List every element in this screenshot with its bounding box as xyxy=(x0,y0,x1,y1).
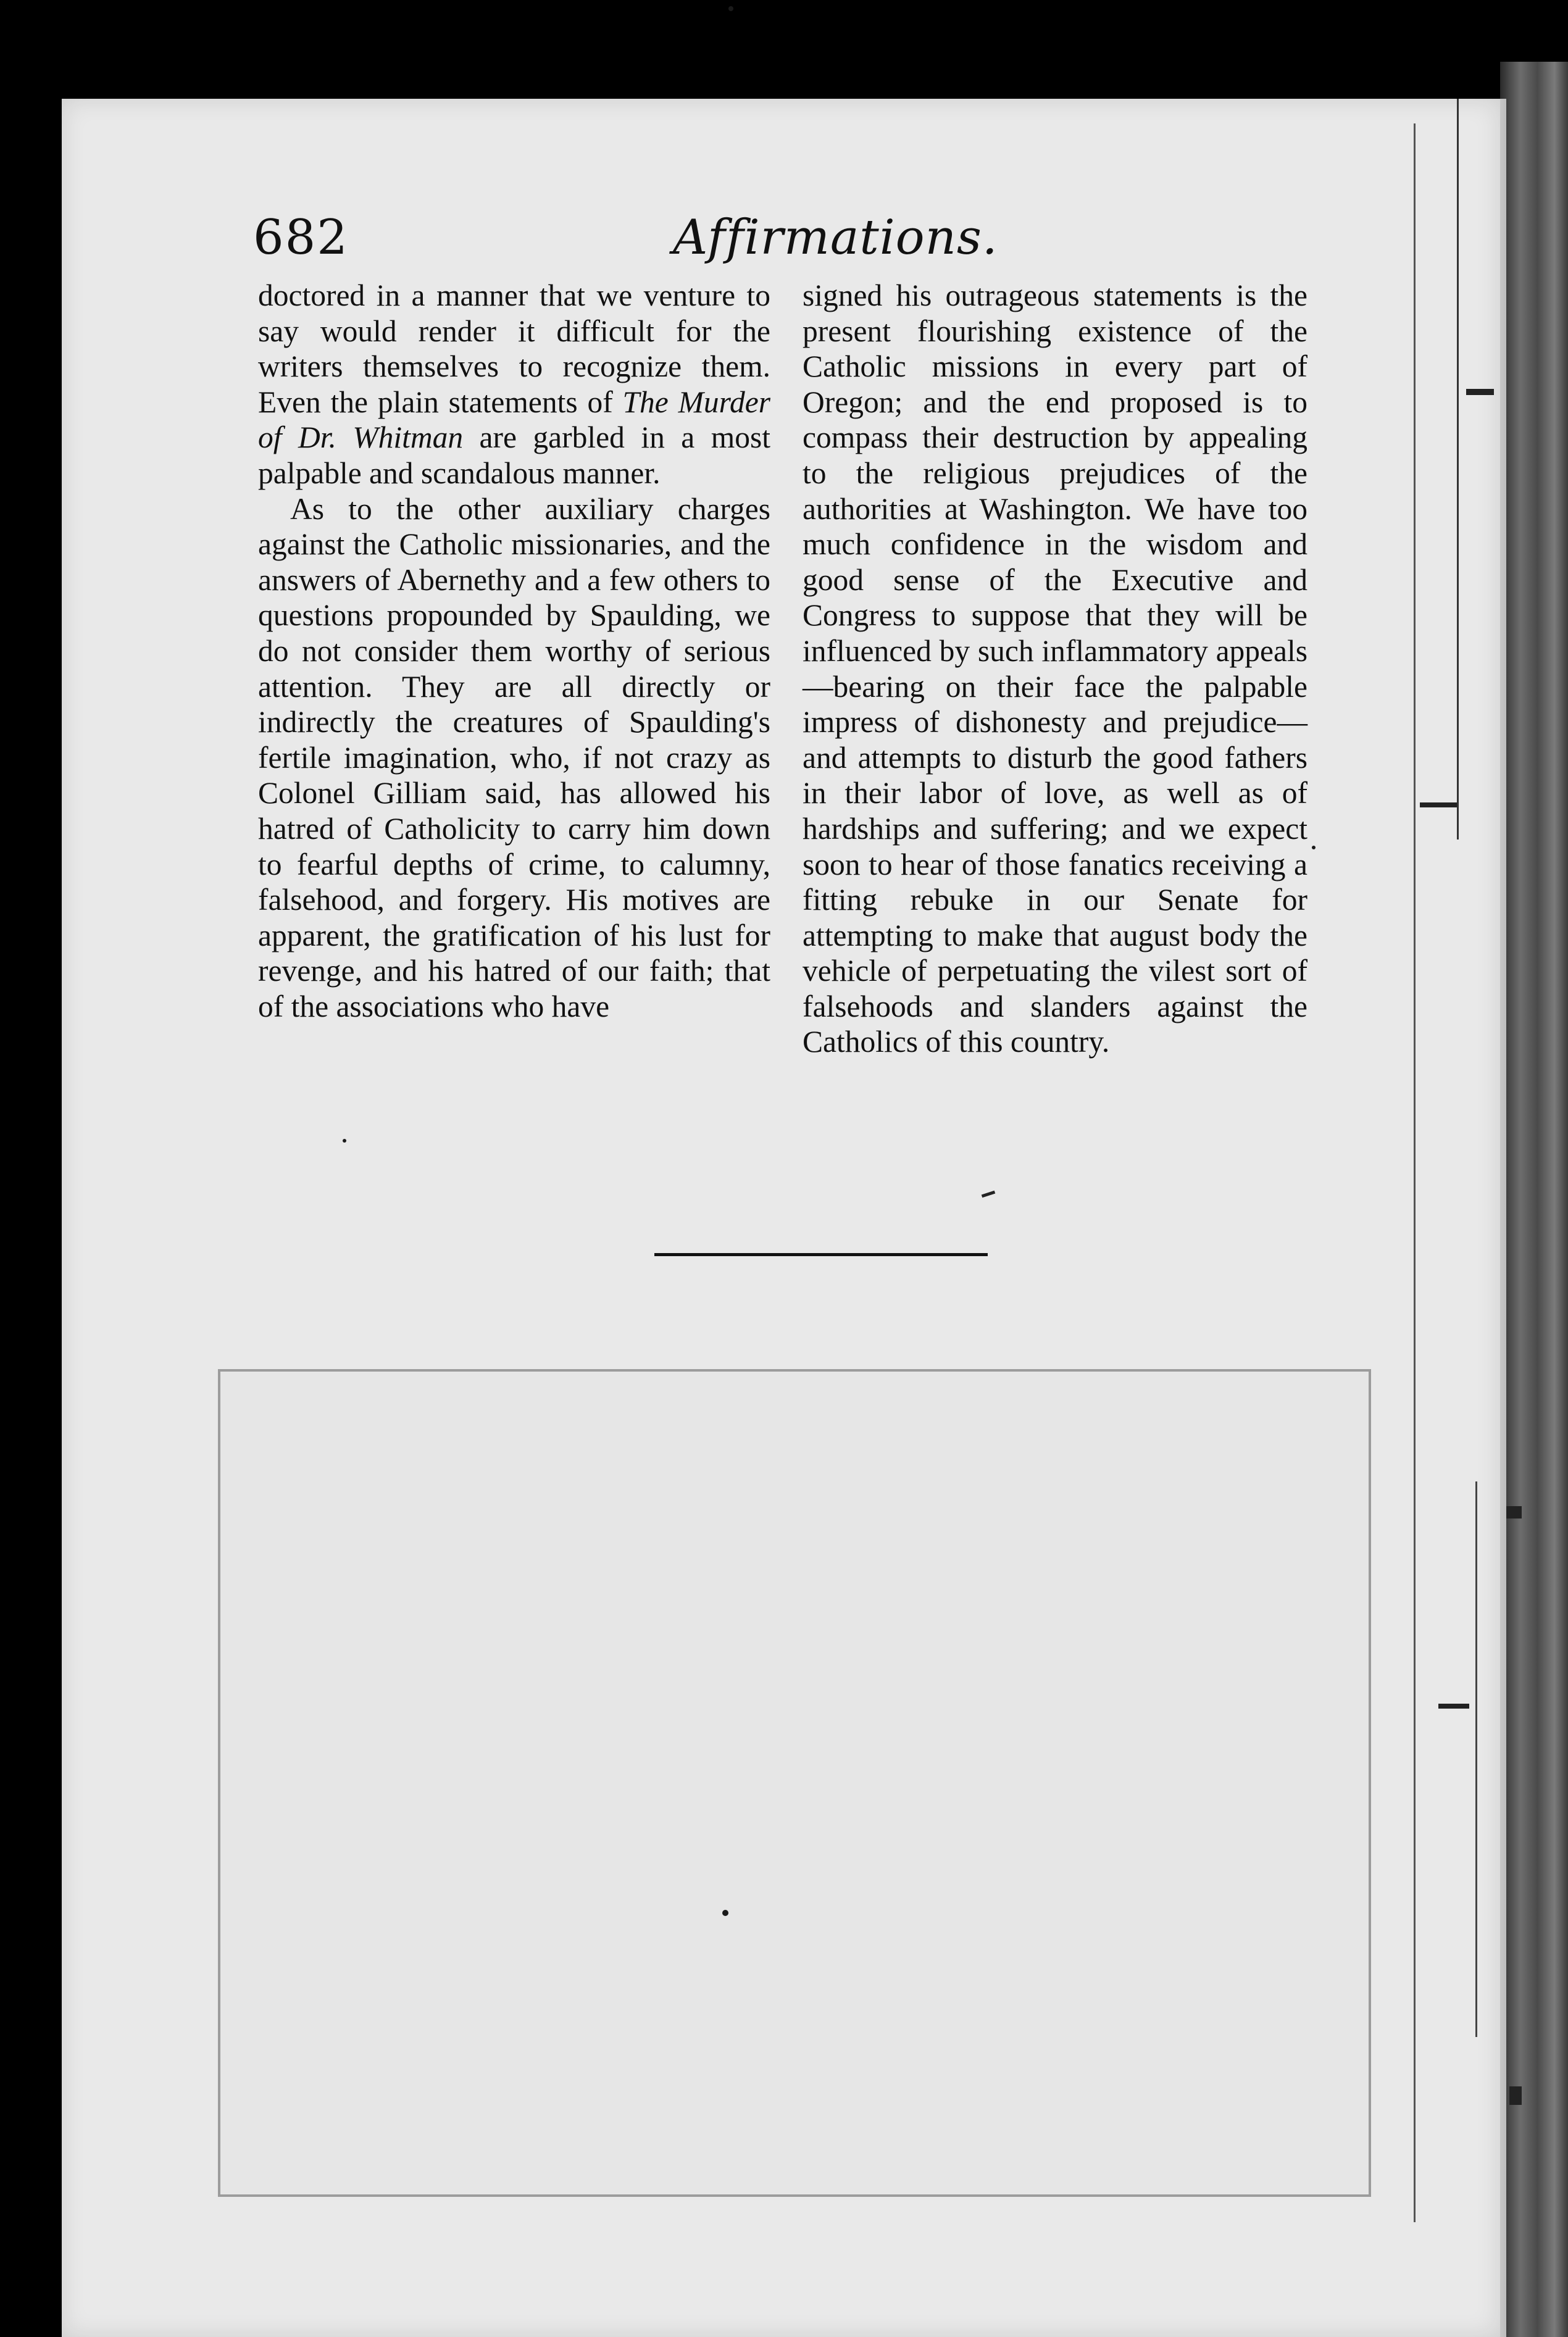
book-title: The Murder of Dr. Whitman xyxy=(258,385,770,455)
ink-speck xyxy=(1312,846,1316,849)
running-head xyxy=(0,210,1568,278)
paragraph: As to the other auxiliary charges against the Catholic missionaries, and the answers of Abernethy and a few others to questions propounded by Spaulding, we do not consider them worthy of serious attention. They are all directly or indirectly the creatures of Spaulding's fertile imagination, who, if not crazy as Colonel Gilliam said, has allowed his hatred of Catholicity to carry him down to fearful depths of crime, to calumny, falsehood, and forgery. His motives are apparent, the gratification of his lust for revenge, and his hatred of our faith; that of the associations who have xyxy=(258,491,770,1023)
edge-mark xyxy=(1420,802,1457,807)
edge-mark xyxy=(1438,1704,1469,1709)
running-title: Affirmations. xyxy=(673,210,998,265)
ink-speck xyxy=(343,1139,346,1143)
ink-speck xyxy=(722,1910,728,1916)
section-divider-rule xyxy=(654,1253,988,1256)
edge-mark xyxy=(1466,389,1494,395)
paragraph: signed his outrageous statements is the present flourishing existence of the Catholic missions in every part of Oregon; and the end proposed is to compass their destruction by appealing to the religious prejudices of the authorities at Washington. We have too much confidence in the wisdom and good sense of the Executive and Congress to suppose that they will be influenced by such inflammatory appeals—bearing on their face the palpable impress of dishonesty and prejudice—and attempts to disturb the good fathers in their labor of love, as well as of hardships and suffering; and we expect soon to hear of those fanatics receiving a fitting rebuke in our Senate for attempting to make that august body the vehicle of perpetuating the vilest sort of falsehoods and slanders against the Catholics of this country. xyxy=(803,278,1307,1059)
right-column xyxy=(803,278,1307,1060)
paragraph xyxy=(258,278,770,491)
ink-speck xyxy=(728,6,733,11)
edge-crease xyxy=(1414,123,1416,2222)
text-run: are garbled in a most palpable and scandalous manner. xyxy=(258,420,770,490)
adjacent-page-binding xyxy=(1500,62,1568,2337)
edge-mark xyxy=(1506,1506,1522,1518)
left-column xyxy=(258,278,770,1024)
blank-plate-frame xyxy=(218,1369,1371,2197)
page-number: 682 xyxy=(253,210,349,265)
edge-crease xyxy=(1475,1481,1477,2037)
text-run: doctored in a manner that we venture to say would render it difficult for the writers themselves to recognize them. Even the plain statements of xyxy=(258,278,770,419)
edge-mark xyxy=(1509,2086,1522,2105)
